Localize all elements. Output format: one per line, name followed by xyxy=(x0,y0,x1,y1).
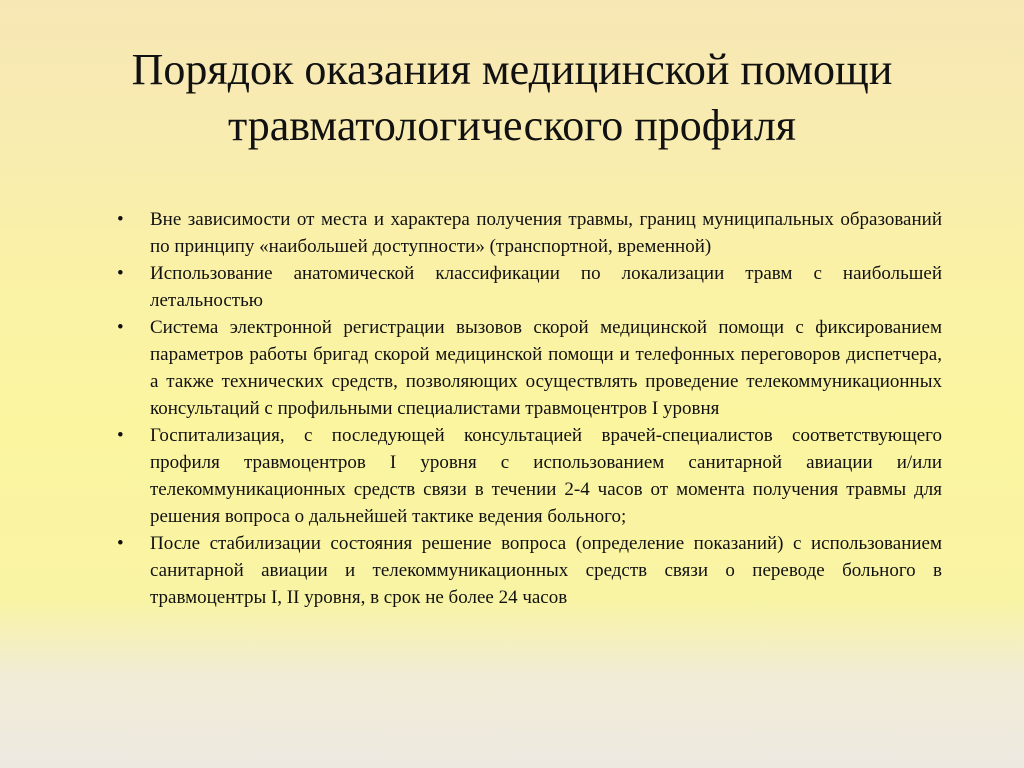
bullet-dot-icon: • xyxy=(117,425,124,446)
slide-title-line-2: травматологического профиля xyxy=(227,101,797,150)
bullet-text: Использование анатомической классификации по локализации травм с наибольшей летальностью xyxy=(150,263,942,311)
bullet-dot-icon: • xyxy=(117,263,124,284)
slide-title-line-1: Порядок оказания медицинской помощи xyxy=(131,45,893,94)
bullet-item xyxy=(117,260,942,314)
bullet-item xyxy=(117,422,942,530)
bullet-item xyxy=(117,206,942,260)
bullet-text: После стабилизации состояния решение вопроса (определение показаний) с использованием санитарной авиации и телекоммуникационных средств связи о переводе больного в травмоцентры I, II уровня, в срок не более 24 часов xyxy=(150,533,942,608)
bullet-text: Госпитализация, с последующей консультацией врачей-специалистов соответствующего профиля травмоцентров I уровня с использованием санитарной авиации и/или телекоммуникационных средств связи в течении 2-4 часов от момента получения травмы для решения вопроса о дальнейшей тактике ведения больного; xyxy=(150,425,942,527)
bullet-dot-icon: • xyxy=(117,209,124,230)
bullet-item xyxy=(117,530,942,611)
bullet-item xyxy=(117,314,942,422)
bullet-list xyxy=(117,206,942,611)
bullet-text: Система электронной регистрации вызовов скорой медицинской помощи с фиксированием параметров работы бригад скорой медицинской помощи и телефонных переговоров диспетчера, а также технических средств, позволяющих осуществлять проведение телекоммуникационных консультаций с профильными специалистами травмоцентров I уровня xyxy=(150,317,942,419)
bullet-dot-icon: • xyxy=(117,317,124,338)
bullet-dot-icon: • xyxy=(117,533,124,554)
slide-title xyxy=(40,42,984,154)
bullet-text: Вне зависимости от места и характера получения травмы, границ муниципальных образований по принципу «наибольшей доступности» (транспортной, временной) xyxy=(150,209,942,257)
